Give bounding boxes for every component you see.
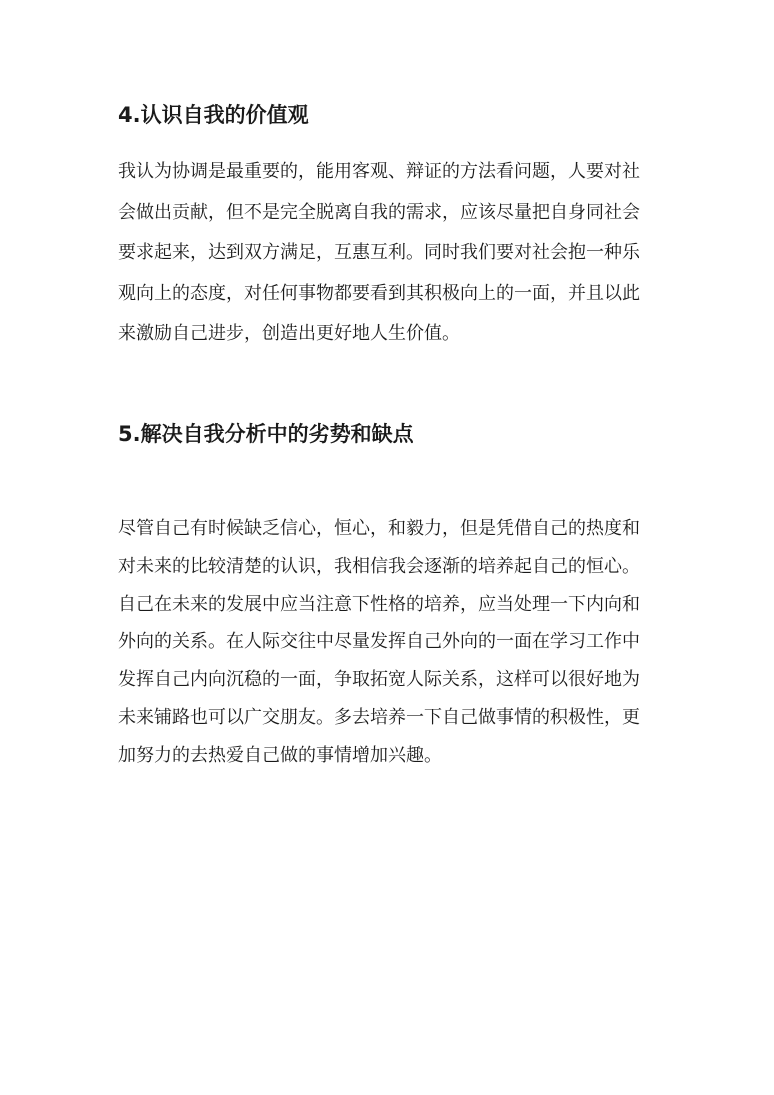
section-4-heading: 4.认识自我的价值观	[118, 103, 309, 127]
section-4-paragraph	[118, 158, 663, 361]
paragraph-line: 来激励自己进步，创造出更好地人生价值。	[118, 323, 460, 344]
paragraph-line: 会做出贡献，但不是完全脱离自我的需求，应该尽量把自身同社会	[118, 201, 640, 223]
paragraph-line: 尽管自己有时候缺乏信心，恒心，和毅力，但是凭借自己的热度和	[118, 518, 640, 539]
paragraph-line: 要求起来，达到双方满足，互惠互利。同时我们要对社会抱一种乐	[118, 242, 640, 263]
paragraph-line: 我认为协调是最重要的，能用客观、辩证的方法看问题，人要对社	[118, 161, 640, 182]
section-5-heading: 5.解决自我分析中的劣势和缺点	[118, 422, 414, 446]
section-5-paragraph	[118, 515, 663, 780]
paragraph-line: 观向上的态度，对任何事物都要看到其积极向上的一面，并且以此	[118, 282, 640, 304]
paragraph-line: 自己在未来的发展中应当注意下性格的培养，应当处理一下内向和	[118, 593, 640, 615]
paragraph-line: 发挥自己内向沉稳的一面，争取拓宽人际关系，这样可以很好地为	[118, 669, 640, 691]
paragraph-line: 未来铺路也可以广交朋友。多去培养一下自己做事情的积极性，更	[118, 706, 640, 728]
paragraph-line: 加努力的去热爱自己做的事情增加兴趣。	[118, 744, 442, 766]
paragraph-line: 外向的关系。在人际交往中尽量发挥自己外向的一面在学习工作中	[118, 631, 640, 653]
paragraph-line: 对未来的比较清楚的认识，我相信我会逐渐的培养起自己的恒心。	[118, 555, 640, 577]
